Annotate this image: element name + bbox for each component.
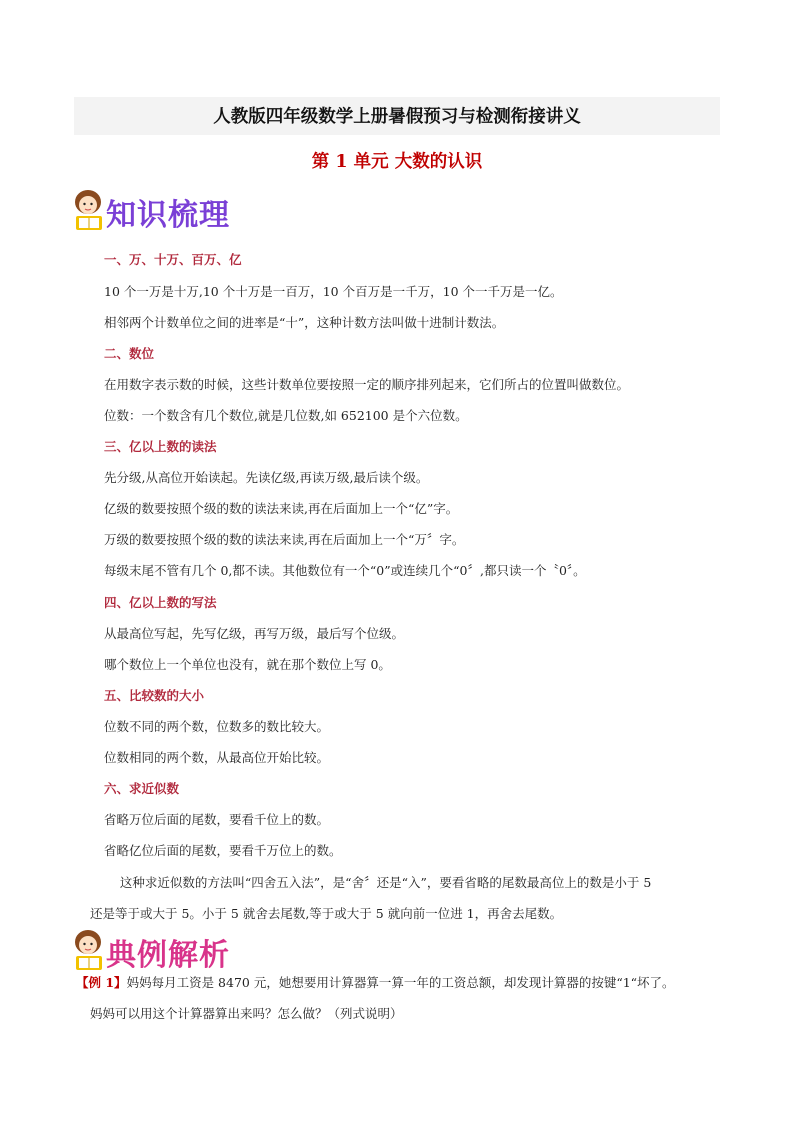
- paragraph: 这种求近似数的方法叫“四舍五入法”，是“舍〞还是“入”，要看省略的尾数最高位上的数是小于 5: [104, 875, 652, 890]
- unit-title: 第 1 单元 大数的认识: [311, 152, 483, 172]
- paragraph: 万级的数要按照个级的数的读法来读,再在后面加上一个“万〞字。: [104, 532, 465, 547]
- paragraph: 相邻两个计数单位之间的进率是“十”，这种计数方法叫做十进制计数法。: [104, 315, 505, 330]
- section-heading: 六、求近似数: [104, 781, 180, 796]
- examples-banner: [70, 928, 290, 974]
- paragraph: 从最高位写起，先写亿级，再写万级，最后写个位级。: [104, 626, 405, 641]
- paragraph: 哪个数位上一个单位也没有，就在那个数位上写 0。: [104, 657, 391, 672]
- paragraph: 在用数字表示数的时候，这些计数单位要按照一定的顺序排列起来，它们所占的位置叫做数位。: [104, 377, 630, 392]
- paragraph: 省略亿位后面的尾数，要看千万位上的数。: [104, 843, 342, 858]
- paragraph: 省略万位后面的尾数，要看千位上的数。: [104, 812, 330, 827]
- paragraph: 亿级的数要按照个级的数的读法来读,再在后面加上一个“亿”字。: [104, 501, 459, 516]
- paragraph: 先分级,从高位开始读起。先读亿级,再读万级,最后读个级。: [104, 470, 429, 485]
- paragraph: 位数相同的两个数，从最高位开始比较。: [104, 750, 330, 765]
- section-heading: 四、亿以上数的写法: [104, 595, 217, 610]
- knowledge-banner-title: 知识梳理: [106, 198, 230, 233]
- examples-banner-title: 典例解析: [106, 938, 230, 973]
- document-title: 人教版四年级数学上册暑假预习与检测衔接讲义: [213, 107, 581, 127]
- paragraph: 位数不同的两个数，位数多的数比较大。: [104, 719, 330, 734]
- girl-reading-icon: [70, 928, 110, 974]
- section-heading: 三、亿以上数的读法: [104, 439, 217, 454]
- paragraph: 位数：一个数含有几个数位,就是几位数,如 652100 是个六位数。: [104, 408, 468, 423]
- example-text: 妈妈每月工资是 8470 元，她想要用计算器算一算一年的工资总额，却发现计算器的按键“1“坏了。: [126, 975, 675, 990]
- girl-reading-icon: [70, 188, 110, 234]
- example-1-question: 妈妈可以用这个计算器算出来吗？怎么做？（列式说明）: [90, 1006, 403, 1021]
- example-1: [76, 973, 675, 991]
- paragraph: 还是等于或大于 5。小于 5 就舍去尾数,等于或大于 5 就向前一位进 1，再舍去尾数。: [90, 906, 563, 921]
- section-heading: 五、比较数的大小: [104, 688, 205, 703]
- paragraph: 10 个一万是十万,10 个十万是一百万，10 个百万是一千万，10 个一千万是一亿。: [104, 284, 563, 299]
- paragraph: 每级末尾不管有几个 0,都不读。其他数位有一个“0”或连续几个“0〞,都只读一个〝0〞。: [104, 563, 586, 578]
- knowledge-banner: [70, 188, 290, 234]
- section-heading: 一、万、十万、百万、亿: [104, 252, 242, 267]
- section-heading: 二、数位: [104, 346, 155, 361]
- example-tag: 【例 1】: [76, 975, 127, 990]
